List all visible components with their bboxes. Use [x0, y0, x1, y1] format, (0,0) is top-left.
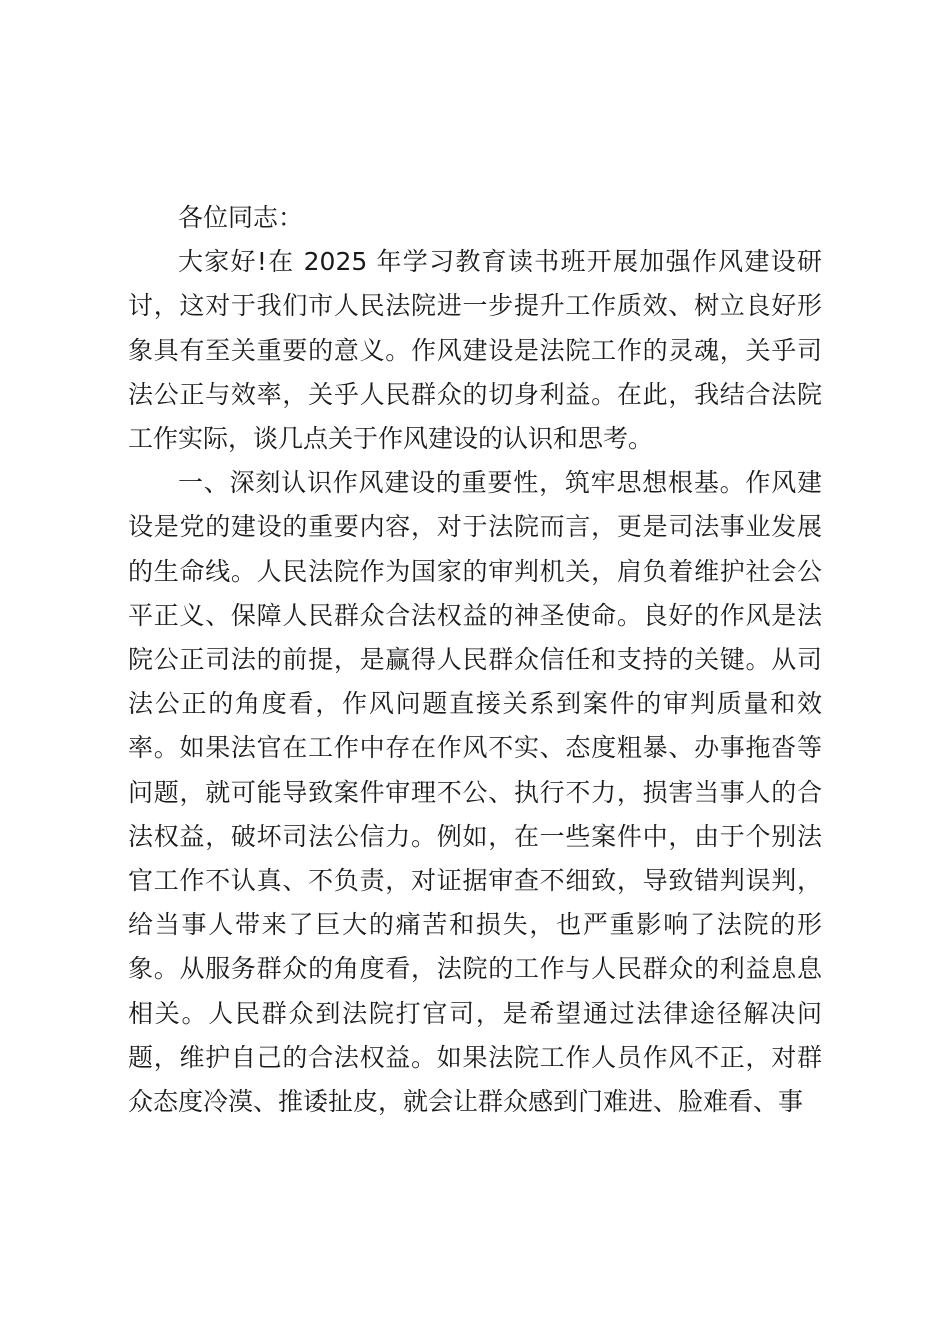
paragraph-section-one: 一、深刻认识作风建设的重要性，筑牢思想根基。作风建设是党的建设的重要内容，对于法院而言，更是司法事业发展的生命线。人民法院作为国家的审判机关，肩负着维护社会公平正义、保障人民群众合法权益的神圣使命。良好的作风是法院公正司法的前提，是赢得人民群众信任和支持的关键。从司法公正的角度看，作风问题直接关系到案件的审判质量和效率。如果法官在工作中存在作风不实、态度粗暴、办事拖沓等问题，就可能导致案件审理不公、执行不力，损害当事人的合法权益，破坏司法公信力。例如，在一些案件中，由于个别法官工作不认真、不负责，对证据审查不细致，导致错判误判，给当事人带来了巨大的痛苦和损失，也严重影响了法院的形象。从服务群众的角度看，法院的工作与人民群众的利益息息相关。人民群众到法院打官司，是希望通过法律途径解决问题，维护自己的合法权益。如果法院工作人员作风不正，对群众态度冷漠、推诿扯皮，就会让群众感到门难进、脸难看、事 — [128, 468, 822, 1117]
paragraph-greeting: 大家好!在 2025 年学习教育读书班开展加强作风建设研讨，这对于我们市人民法院进一步提升工作质效、树立良好形象具有至关重要的意义。作风建设是法院工作的灵魂，关乎司法公正与效率，关乎人民群众的切身利益。在此，我结合法院工作实际，谈几点关于作风建设的认识和思考。 — [128, 247, 822, 454]
salutation: 各位同志： — [178, 203, 304, 232]
document-body — [128, 196, 822, 1124]
